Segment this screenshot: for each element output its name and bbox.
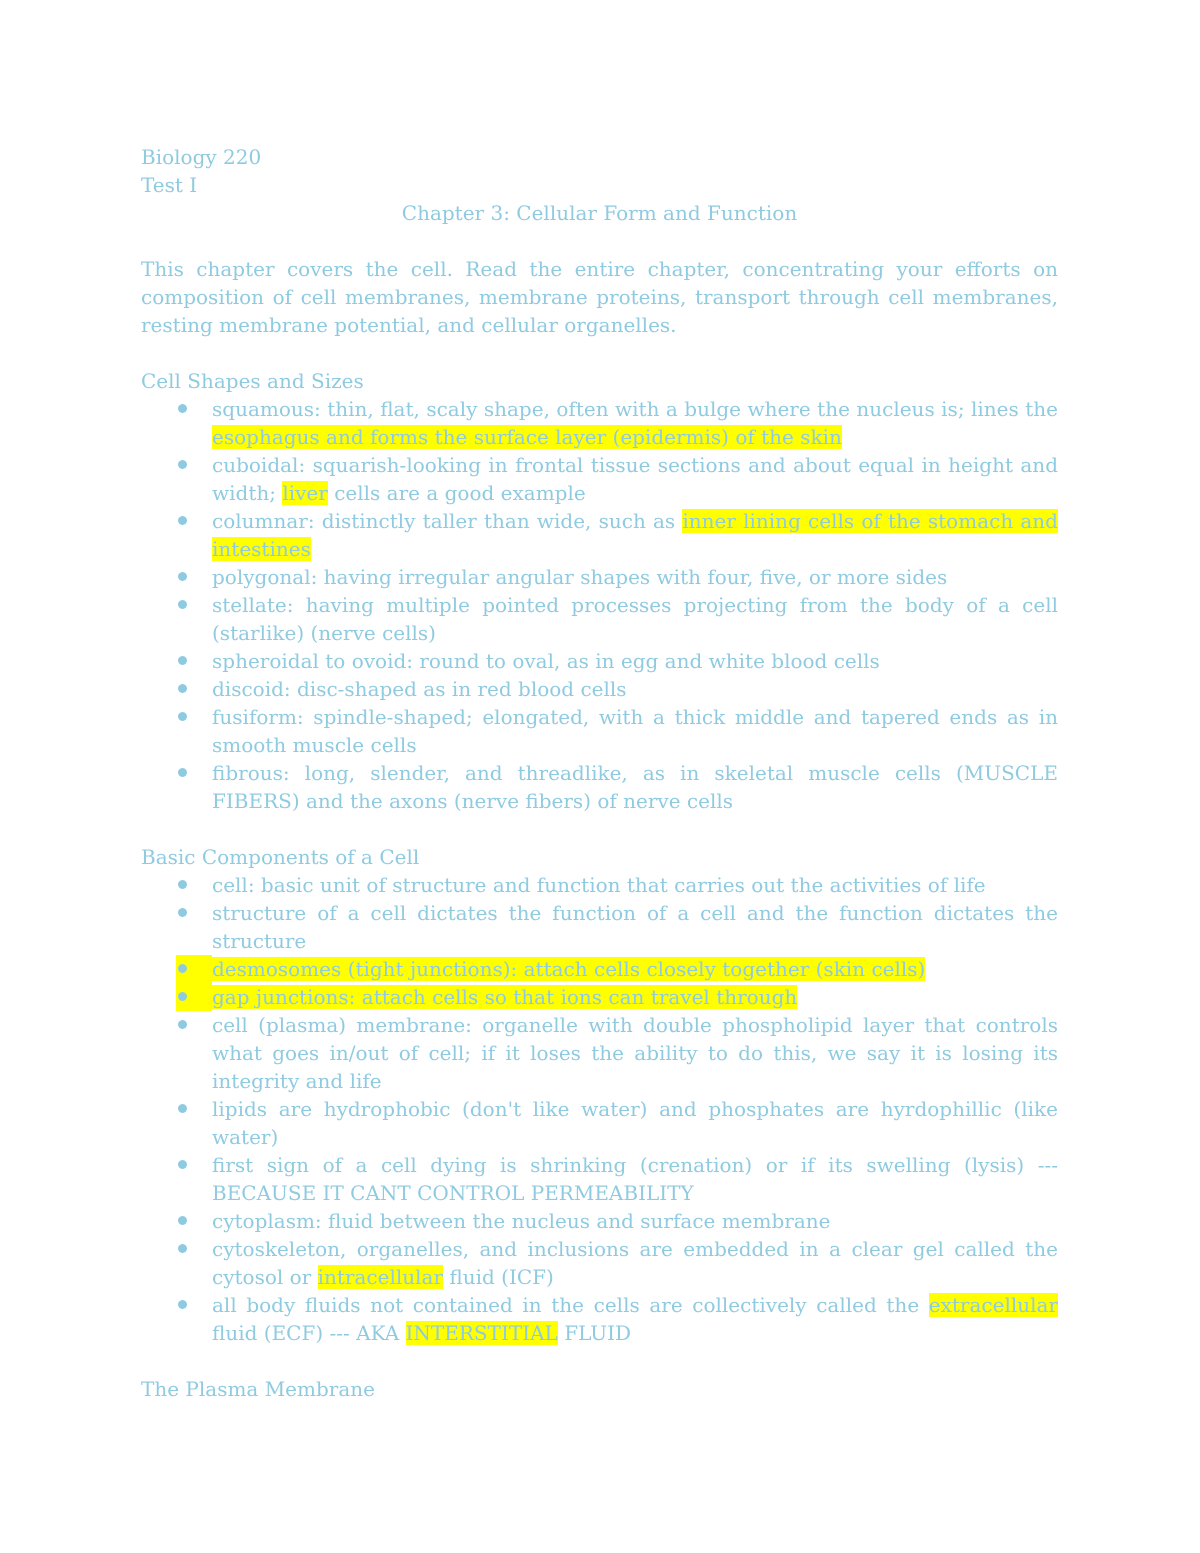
item-text: spheroidal to ovoid: round to oval, as in egg and white blood cells (212, 649, 880, 673)
item-text: cuboidal: squarish-looking in frontal tissue sections and about equal in height and width; (212, 453, 1058, 505)
bullet-icon (178, 404, 187, 413)
item-text: cytoplasm: fluid between the nucleus and surface membrane (212, 1209, 831, 1233)
item-text: cells are a good example (327, 481, 586, 505)
bullet-icon (178, 684, 187, 693)
highlighted-text: INTERSTITIAL (405, 1321, 558, 1345)
item-text: fibrous: long, slender, and threadlike, as in skeletal muscle cells (MUSCLE FIBERS) and the axons (nerve fibers) of nerve cells (212, 761, 1058, 813)
bullet-icon (178, 908, 187, 917)
item-text: structure of a cell dictates the function of a cell and the function dictates the structure (212, 901, 1058, 953)
test-name: Test I (141, 173, 198, 197)
highlighted-text: intracellular (317, 1265, 443, 1289)
list-item (141, 1151, 1058, 1207)
item-text: FLUID (557, 1321, 632, 1345)
bullet-icon (178, 1020, 187, 1029)
components-list (141, 871, 1058, 1347)
bullet-icon (178, 572, 187, 581)
highlighted-text: esophagus and forms the surface layer (epidermis) of the skin (212, 425, 842, 449)
bullet-icon (178, 768, 187, 777)
list-item (141, 759, 1058, 815)
list-item (141, 647, 1058, 675)
list-item (141, 983, 1058, 1011)
bullet-icon (178, 1216, 187, 1225)
bullet-icon (178, 1160, 187, 1169)
bullet-icon (178, 712, 187, 721)
list-item (141, 871, 1058, 899)
bullet-icon (178, 1244, 187, 1253)
highlighted-text: desmosomes (tight junctions): attach cells closely together (skin cells) (212, 957, 926, 981)
document-content (141, 143, 1058, 1403)
item-text: polygonal: having irregular angular shapes with four, five, or more sides (212, 565, 948, 589)
item-text: first sign of a cell dying is shrinking (crenation) or if its swelling (lysis) --- BECAUSE IT CANT CONTROL PERMEABILITY (212, 1153, 1058, 1205)
shapes-list (141, 395, 1058, 815)
item-text: squamous: thin, flat, scaly shape, often with a bulge where the nucleus is; lines the (212, 397, 1058, 421)
bullet-icon (178, 964, 187, 973)
bullet-highlight (176, 955, 212, 983)
item-text: fluid (ICF) (443, 1265, 554, 1289)
highlighted-text: gap junctions: attach cells so that ions can travel through (212, 985, 798, 1009)
chapter-title: Chapter 3: Cellular Form and Function (401, 201, 798, 225)
list-item (141, 563, 1058, 591)
bullet-icon (178, 1300, 187, 1309)
list-item (141, 1011, 1058, 1095)
bullet-icon (178, 880, 187, 889)
item-text: fusiform: spindle-shaped; elongated, with a thick middle and tapered ends as in smooth muscle cells (212, 705, 1058, 757)
bullet-icon (178, 656, 187, 665)
section-heading-shapes: Cell Shapes and Sizes (141, 369, 364, 393)
list-item (141, 899, 1058, 955)
list-item (141, 591, 1058, 647)
bullet-highlight (176, 983, 212, 1011)
course-name: Biology 220 (141, 145, 262, 169)
highlighted-text: inner lining cells of the stomach and intestines (212, 509, 1058, 561)
section-heading-components: Basic Components of a Cell (141, 845, 420, 869)
list-item (141, 395, 1058, 451)
section-heading-membrane: The Plasma Membrane (141, 1377, 375, 1401)
item-text: cell (plasma) membrane: organelle with double phospholipid layer that controls what goes in/out of cell; if it loses the ability to do this, we say it is losing its integrity and life (212, 1013, 1058, 1093)
item-text: discoid: disc-shaped as in red blood cells (212, 677, 627, 701)
list-item (141, 451, 1058, 507)
list-item (141, 955, 1058, 983)
item-text: stellate: having multiple pointed processes projecting from the body of a cell (starlike) (nerve cells) (212, 593, 1058, 645)
list-item (141, 675, 1058, 703)
list-item (141, 703, 1058, 759)
item-text: lipids are hydrophobic (don't like water) and phosphates are hyrdophillic (like water) (212, 1097, 1058, 1149)
item-text: all body fluids not contained in the cells are collectively called the (212, 1293, 929, 1317)
list-item (141, 1095, 1058, 1151)
intro-paragraph: This chapter covers the cell. Read the entire chapter, concentrating your efforts on composition of cell membranes, membrane proteins, transport through cell membranes, resting membrane potential, and cellular organelles. (141, 257, 1058, 337)
item-text: cell: basic unit of structure and function that carries out the activities of life (212, 873, 986, 897)
bullet-icon (178, 460, 187, 469)
list-item (141, 1291, 1058, 1347)
list-item (141, 507, 1058, 563)
bullet-icon (178, 1104, 187, 1113)
item-text: cytoskeleton, organelles, and inclusions are embedded in a clear gel called the cytosol or (212, 1237, 1058, 1289)
list-item (141, 1207, 1058, 1235)
bullet-icon (178, 600, 187, 609)
highlighted-text: liver (282, 481, 328, 505)
item-text: fluid (ECF) --- AKA (212, 1321, 406, 1345)
item-text: columnar: distinctly taller than wide, such as (212, 509, 683, 533)
bullet-icon (178, 516, 187, 525)
highlighted-text: extracellular (928, 1293, 1058, 1317)
bullet-icon (178, 992, 187, 1001)
list-item (141, 1235, 1058, 1291)
